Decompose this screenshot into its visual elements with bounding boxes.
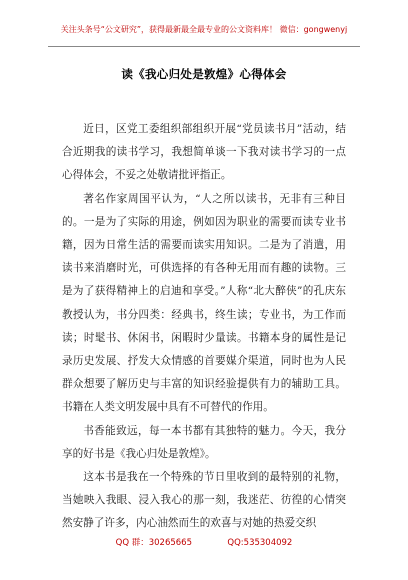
header-banner: 关注头条号“公文研究”，获得最新最全最专业的公文资料库！ 微信：gongwenyj [60,25,348,34]
footer [0,536,408,548]
paragraph: 近日，区党工委组织部组织开展“党员读书月”活动，结合近期我的读书学习，我想简单谈一下我对读书学习的一点心得体会，不妥之处敬请批评指正。 [62,123,346,182]
document-title: 读《我心归处是敦煌》心得体会 [121,67,287,81]
paragraph: 这本书是我在一个特殊的节日里收到的最特别的礼物，当她映入我眼、浸入我心的那一刻，我迷茫、彷徨的心情突然安静了许多，内心油然而生的欢喜与对她的热爱交织 [62,471,346,530]
document-body [62,118,346,536]
header-divider [48,46,360,47]
paragraph: 著名作家周国平认为，“人之所以读书，无非有三种目的。一是为了实际的用途，例如因为职业的需要而读专业书籍，因为日常生活的需要而读实用知识。二是为了消遣，用读书来消磨时光，可供选择的有各种无用而有趣的读物。三是为了获得精神上的启迪和享受。”人称“北大醉侠”的孔庆东教授认为，书分四类：经典书，终生读；专业书，为工作而读；时髦书、休闲书，闲暇时少量读。书籍本身的属性是记录历史发展、抒发大众情感的首要媒介渠道，同时也为人民群众想要了解历史与丰富的知识经验提供有力的辅助工具。书籍在人类文明发展中具有不可替代的作用。 [62,192,346,414]
footer-qq-group: QQ 群：30265665 [115,538,193,548]
footer-qq-number: QQ:535304092 [227,538,293,548]
paragraph: 书香能致远，每一本书都有其独特的魅力。今天，我分享的好书是《我心归处是敦煌》。 [62,424,346,460]
